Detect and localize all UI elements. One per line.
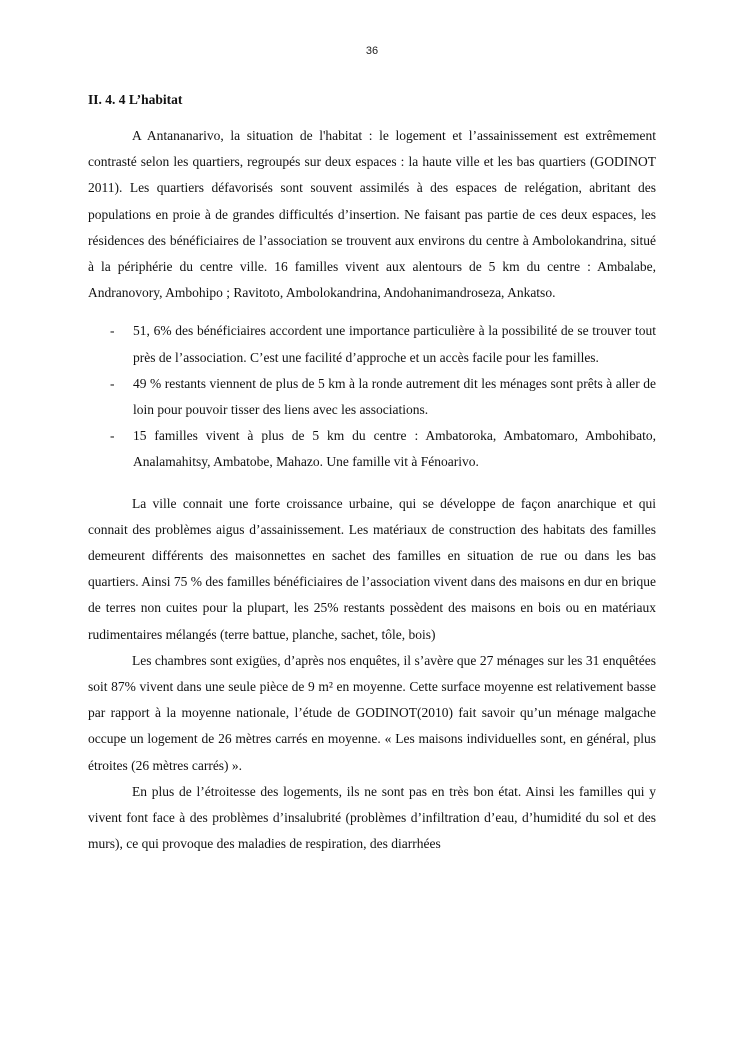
list-item-text: 49 % restants viennent de plus de 5 km à la ronde autrement dit les ménages sont prêts à aller de loin pour pouvoir tisser des liens avec les associations. [133,375,656,418]
bullet-dash: - [110,375,115,391]
bullet-list [88,318,656,475]
intro-paragraph: A Antananarivo, la situation de l'habitat : le logement et l’assainissement est extrêmement contrasté selon les quartiers, regroupés sur deux espaces : la haute ville et les bas quartiers (GODINOT 2011). Les quartiers défavorisés sont souvent assimilés à des espaces de relégation, abritant des populations en proie à de grandes difficultés d’insertion. Ne faisant pas partie de ces deux espaces, les résidences des bénéficiaires de l’association se trouvent aux environs du centre à Ambolokandrina, situé à la périphérie du centre ville. 16 familles vivent aux alentours de 5 km du centre : Ambalabe, Andranovory, Ambohipo ; Ravitoto, Ambolokandrina, Andohanimandroseza, Ankatso. [88,128,656,301]
list-item-text: 15 familles vivent à plus de 5 km du centre : Ambatoroka, Ambatomaro, Ambohibato, Analamahitsy, Ambatobe, Mahazo. Une famille vit à Fénoarivo. [133,428,656,470]
bullet-dash: - [110,323,115,339]
list-item-text: 51, 6% des bénéficiaires accordent une importance particulière à la possibilité de se trouver tout près de l’association. C’est une facilité d’approche et un accès facile pour les familles. [133,323,656,365]
page-number: 36 [365,45,379,57]
bullet-dash: - [110,428,115,444]
list-item [88,318,656,370]
city-paragraph: La ville connait une forte croissance urbaine, qui se développe de façon anarchique et qui connait des problèmes aigus d’assainissement. Les matériaux de construction des habitats des familles demeurent différents des maisonnettes en sachet des familles en situation de rue ou dans les bas quartiers. Ainsi 75 % des familles bénéficiaires de l’association vivent dans des maisons en dur en brique de terres non cuites pour la plupart, les 25% restants possèdent des maisons en bois ou en matériaux rudimentaires mélangés (terre battue, planche, sachet, tôle, bois) [88,495,656,642]
page-content [88,91,656,857]
spacer [88,476,656,491]
section-heading: II. 4. 4 L’habitat [88,92,183,107]
list-item [88,371,656,423]
rooms-paragraph: Les chambres sont exigües, d’après nos enquêtes, il s’avère que 27 ménages sur les 31 enquêtées soit 87% vivent dans une seule pièce de 9 m² en moyenne. Cette surface moyenne est relativement basse par rapport à la moyenne nationale, l’étude de GODINOT(2010) fait savoir qu’un ménage malgache occupe un logement de 26 mètres carrés en moyenne. « Les maisons individuelles sont, en général, plus étroites (26 mètres carrés) ». [88,652,656,773]
condition-paragraph: En plus de l’étroitesse des logements, ils ne sont pas en très bon état. Ainsi les familles qui y vivent font face à des problèmes d’insalubrité (problèmes d’infiltration d’eau, d’humidité du sol et des murs), ce qui provoque des maladies de respiration, des diarrhées [88,783,656,852]
list-item [88,423,656,475]
